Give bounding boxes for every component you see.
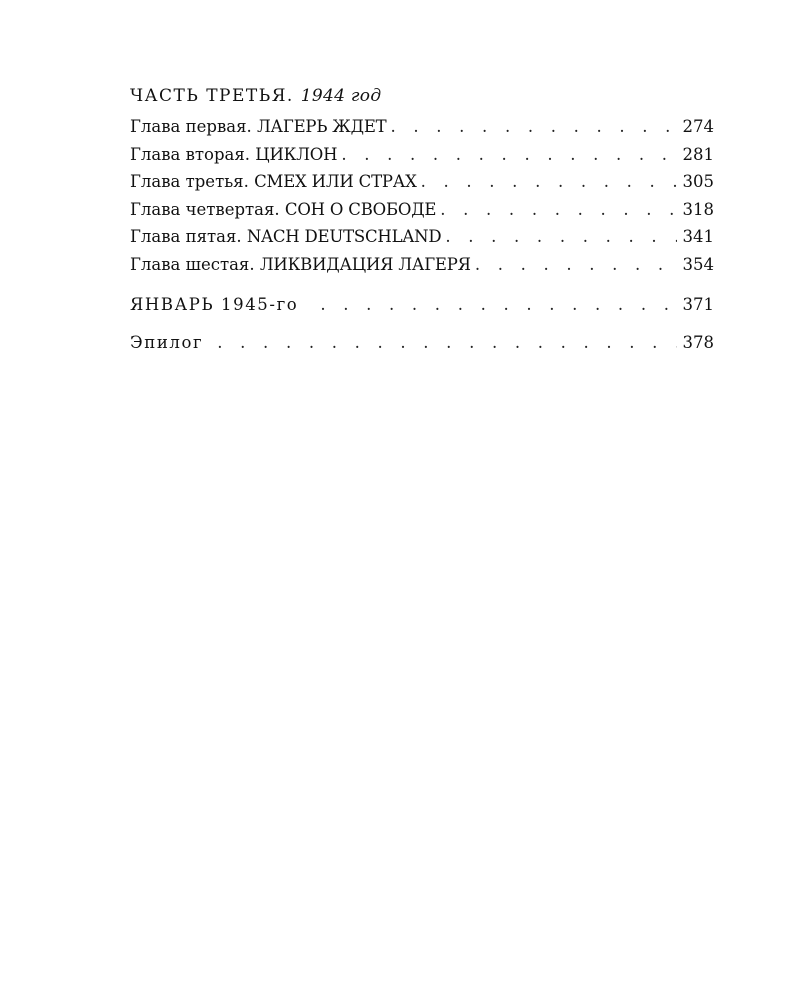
toc-entry-epilogue[interactable] <box>130 329 714 357</box>
toc-entry-chapter-4[interactable] <box>130 196 714 224</box>
toc-entry-january-1945[interactable] <box>130 291 714 319</box>
toc-entry-chapter-3[interactable] <box>130 168 714 196</box>
toc-entry-chapter-2[interactable] <box>130 141 714 169</box>
page-number: 354 <box>682 254 714 274</box>
chapter-label: Глава первая. <box>130 117 252 136</box>
chapter-name: СМЕХ ИЛИ СТРАХ <box>254 172 417 191</box>
dot-leader <box>475 251 677 279</box>
page-number: 318 <box>682 199 714 219</box>
chapter-title <box>130 168 417 196</box>
chapter-label: Глава пятая. <box>130 227 242 246</box>
chapter-title <box>130 196 436 224</box>
chapter-title <box>130 251 471 279</box>
part-heading <box>130 84 714 108</box>
chapter-label: Глава третья. <box>130 172 249 191</box>
section-title: ЯНВАРЬ 1945-го <box>130 295 299 314</box>
toc-entry-chapter-6[interactable] <box>130 251 714 279</box>
part-year: 1944 год <box>300 86 382 106</box>
section-title: Эпилог <box>130 332 204 352</box>
page-number: 371 <box>682 295 714 314</box>
chapter-title <box>130 113 387 141</box>
dot-leader <box>440 196 676 224</box>
toc-entry-chapter-1[interactable] <box>130 113 714 141</box>
table-of-contents <box>130 84 714 356</box>
chapter-name: СОН О СВОБОДЕ <box>284 199 437 219</box>
chapter-name: ЛИКВИДАЦИЯ ЛАГЕРЯ <box>259 254 471 274</box>
dot-leader <box>421 168 677 196</box>
dot-leader <box>320 291 676 319</box>
chapter-name: ЛАГЕРЬ ЖДЕТ <box>256 117 387 136</box>
page-number: 305 <box>682 172 714 191</box>
page-number: 341 <box>682 227 714 246</box>
part-title: ЧАСТЬ ТРЕТЬЯ. <box>130 86 294 106</box>
page-number: 281 <box>682 144 714 164</box>
dot-leader <box>391 113 677 141</box>
dot-leader <box>217 329 676 357</box>
chapter-title <box>130 141 337 169</box>
dot-leader <box>341 141 676 169</box>
chapter-title <box>130 223 441 251</box>
chapter-name: ЦИКЛОН <box>255 144 338 164</box>
chapter-label: Глава вторая. <box>130 144 251 164</box>
chapter-name: NACH DEUTSCHLAND <box>246 227 442 246</box>
page-number: 378 <box>682 332 714 352</box>
toc-entry-chapter-5[interactable] <box>130 223 714 251</box>
dot-leader <box>445 223 676 251</box>
chapter-label: Глава четвертая. <box>130 199 280 219</box>
page-number: 274 <box>682 117 714 136</box>
chapter-label: Глава шестая. <box>130 254 255 274</box>
